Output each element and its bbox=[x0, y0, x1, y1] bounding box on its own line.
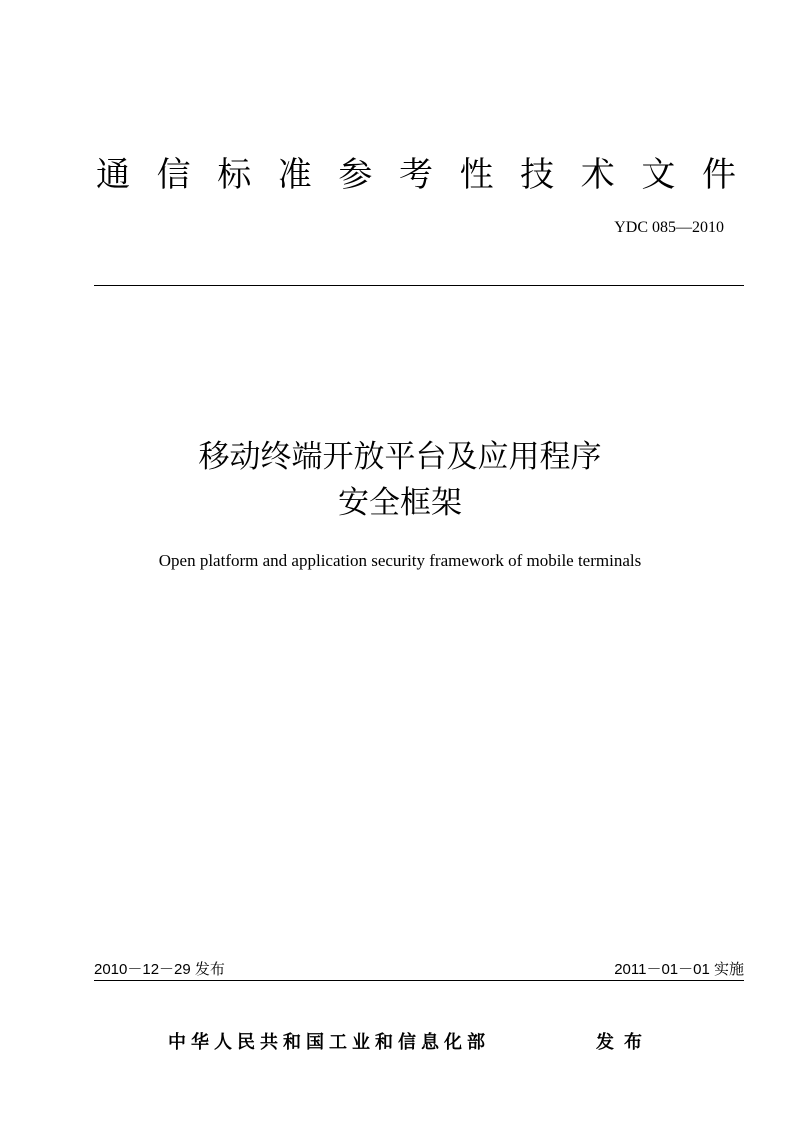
publisher-name: 中华人民共和国工业和信息化部 bbox=[168, 1032, 490, 1053]
doc-type-char: 件 bbox=[701, 155, 736, 195]
doc-type-char: 性 bbox=[459, 155, 494, 195]
doc-type-char: 参 bbox=[338, 155, 373, 195]
doc-type-char: 通 bbox=[96, 155, 130, 195]
date-divider bbox=[94, 980, 744, 981]
title-cn-line-2: 安全框架 bbox=[338, 485, 462, 521]
doc-type-char: 术 bbox=[580, 155, 615, 195]
doc-type-char: 准 bbox=[277, 155, 312, 195]
title-cn-line-1: 移动终端开放平台及应用程序 bbox=[198, 439, 602, 475]
doc-type-char: 文 bbox=[641, 155, 676, 195]
doc-type-char: 信 bbox=[156, 155, 191, 195]
issue-date: 2010－12－29 发布 bbox=[94, 961, 225, 978]
publish-label: 发布 bbox=[596, 1032, 652, 1053]
doc-type-char: 标 bbox=[217, 155, 252, 195]
implementation-date: 2011－01－01 实施 bbox=[614, 961, 744, 978]
document-number: YDC 085—2010 bbox=[614, 219, 724, 236]
document-type-heading bbox=[96, 150, 736, 200]
header-divider bbox=[94, 285, 744, 286]
title-english: Open platform and application security framework of mobile terminals bbox=[158, 551, 642, 570]
doc-type-char: 考 bbox=[398, 155, 433, 195]
doc-type-char: 技 bbox=[520, 155, 555, 195]
date-row bbox=[94, 960, 744, 982]
document-title bbox=[0, 434, 800, 526]
